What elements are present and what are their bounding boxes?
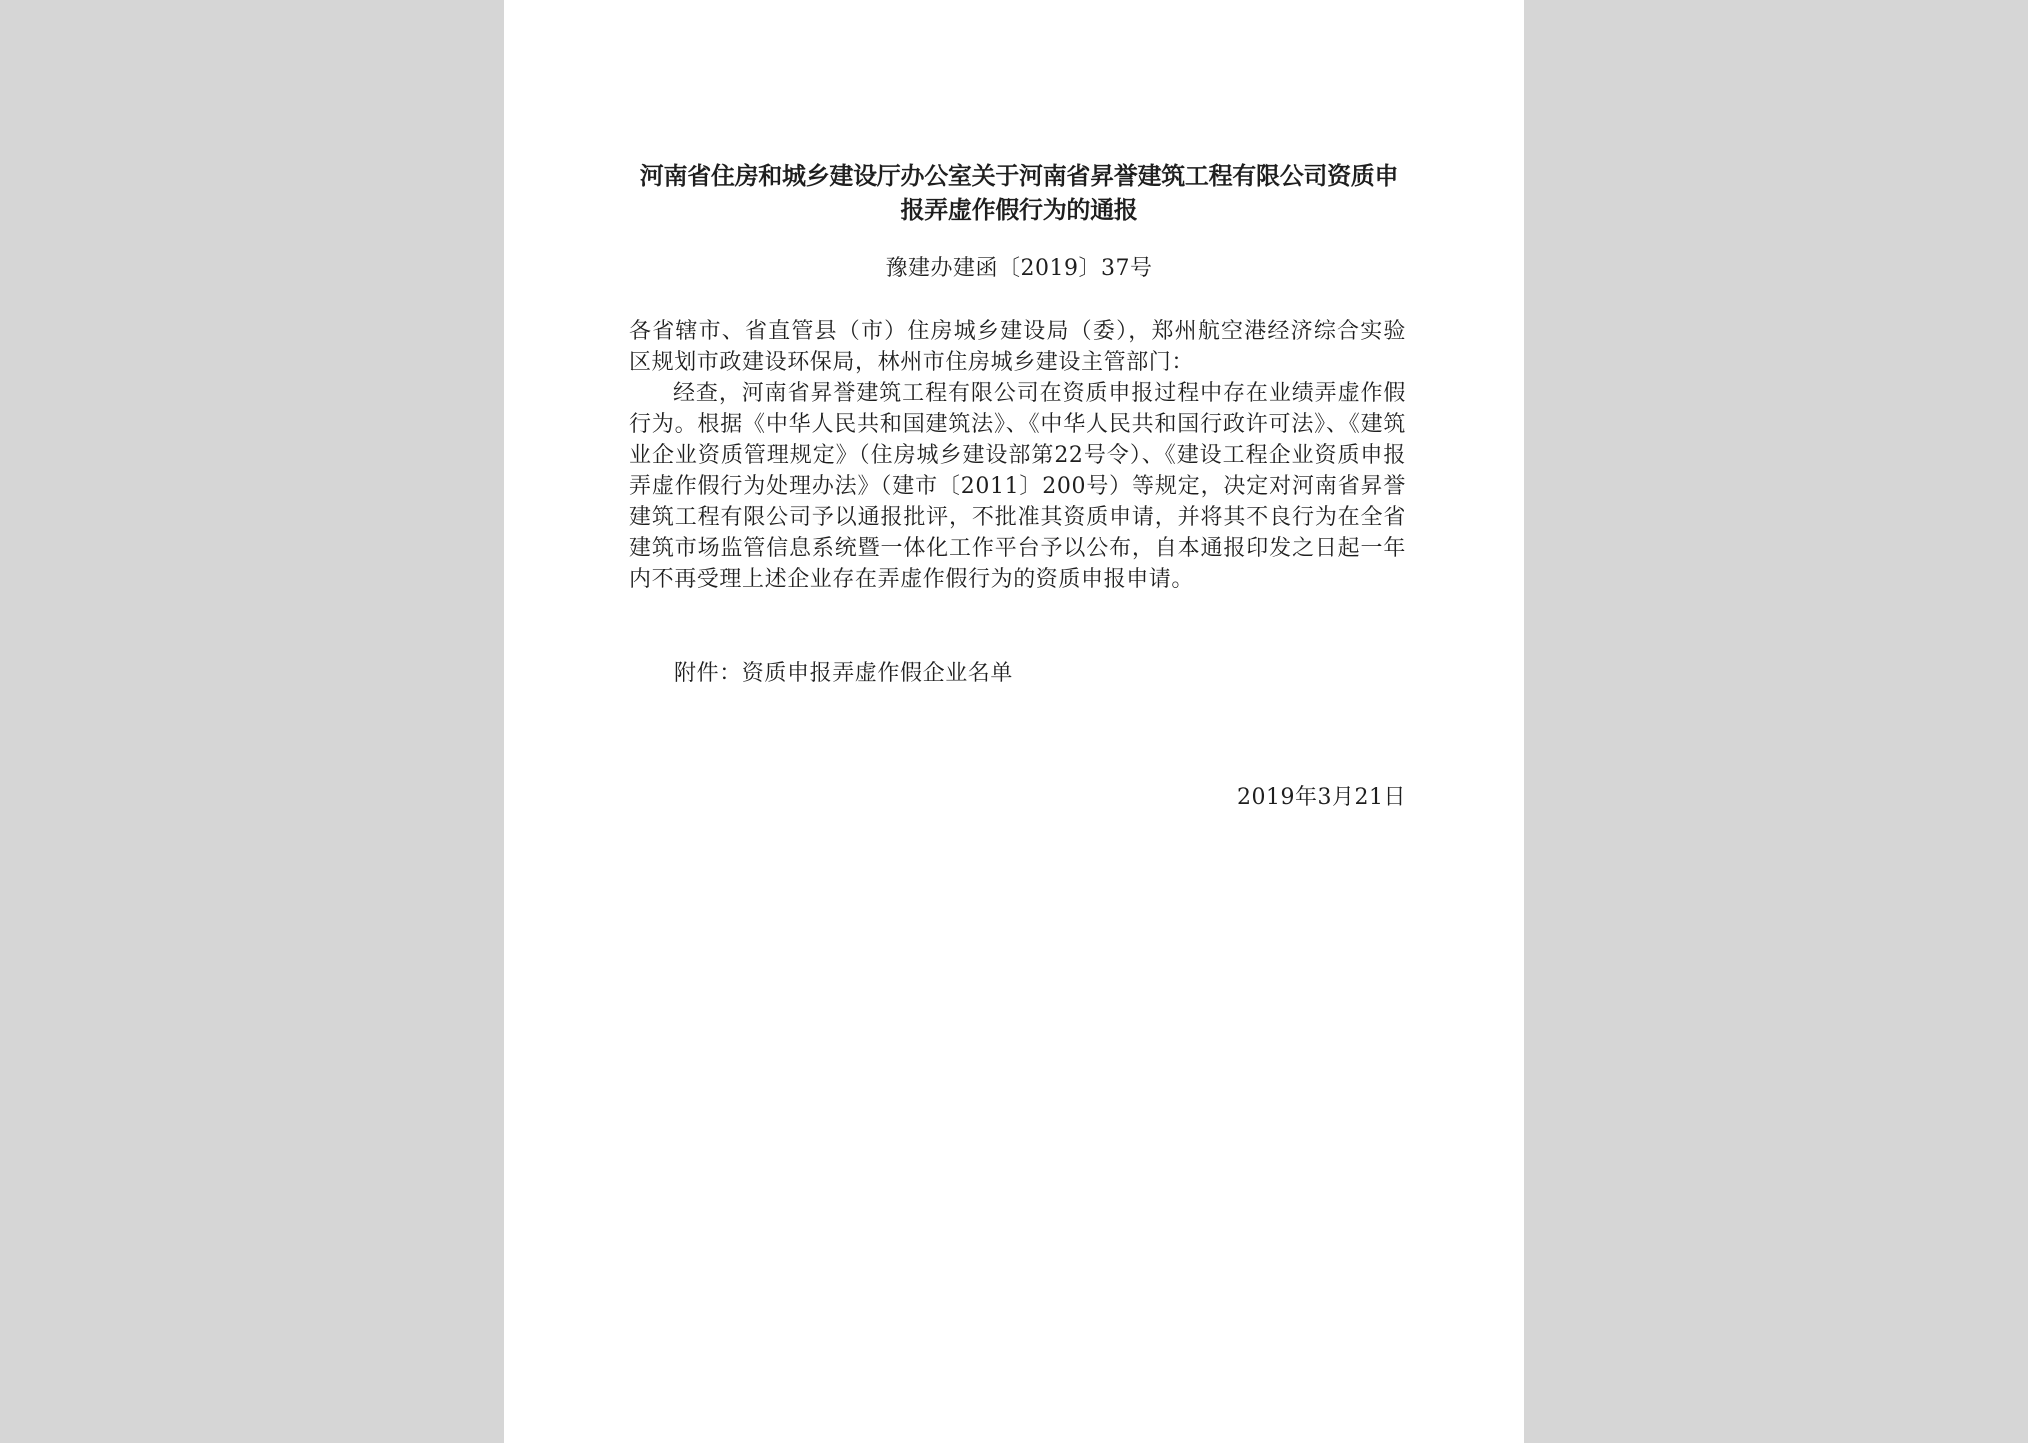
attachment-line: 附件：资质申报弄虚作假企业名单: [674, 661, 1014, 686]
body-paragraph: 经查，河南省昇誉建筑工程有限公司在资质申报过程中存在业绩弄虚作假行为。根据《中华人民共和国建筑法》、《中华人民共和国行政许可法》、《建筑业企业资质管理规定》（住房城乡建设部第22号令）、《建设工程企业资质申报弄虚作假行为处理办法》（建市〔2011〕200号）等规定，决定对河南省昇誉建筑工程有限公司予以通报批评，不批准其资质申请，并将其不良行为在全省建筑市场监管信息系统暨一体化工作平台予以公布，自本通报印发之日起一年内不再受理上述企业存在弄虚作假行为的资质申报申请。: [629, 381, 1406, 592]
document-title: 河南省住房和城乡建设厅办公室关于河南省昇誉建筑工程有限公司资质申报弄虚作假行为的通报: [639, 162, 1399, 224]
document-number: 豫建办建函〔2019〕37号: [885, 256, 1153, 281]
document-page: [504, 0, 1524, 1443]
document-body: [629, 316, 1406, 595]
recipients-paragraph: 各省辖市、省直管县（市）住房城乡建设局（委），郑州航空港经济综合实验区规划市政建设环保局，林州市住房城乡建设主管部门：: [629, 319, 1406, 375]
issue-date: 2019年3月21日: [1237, 785, 1406, 810]
